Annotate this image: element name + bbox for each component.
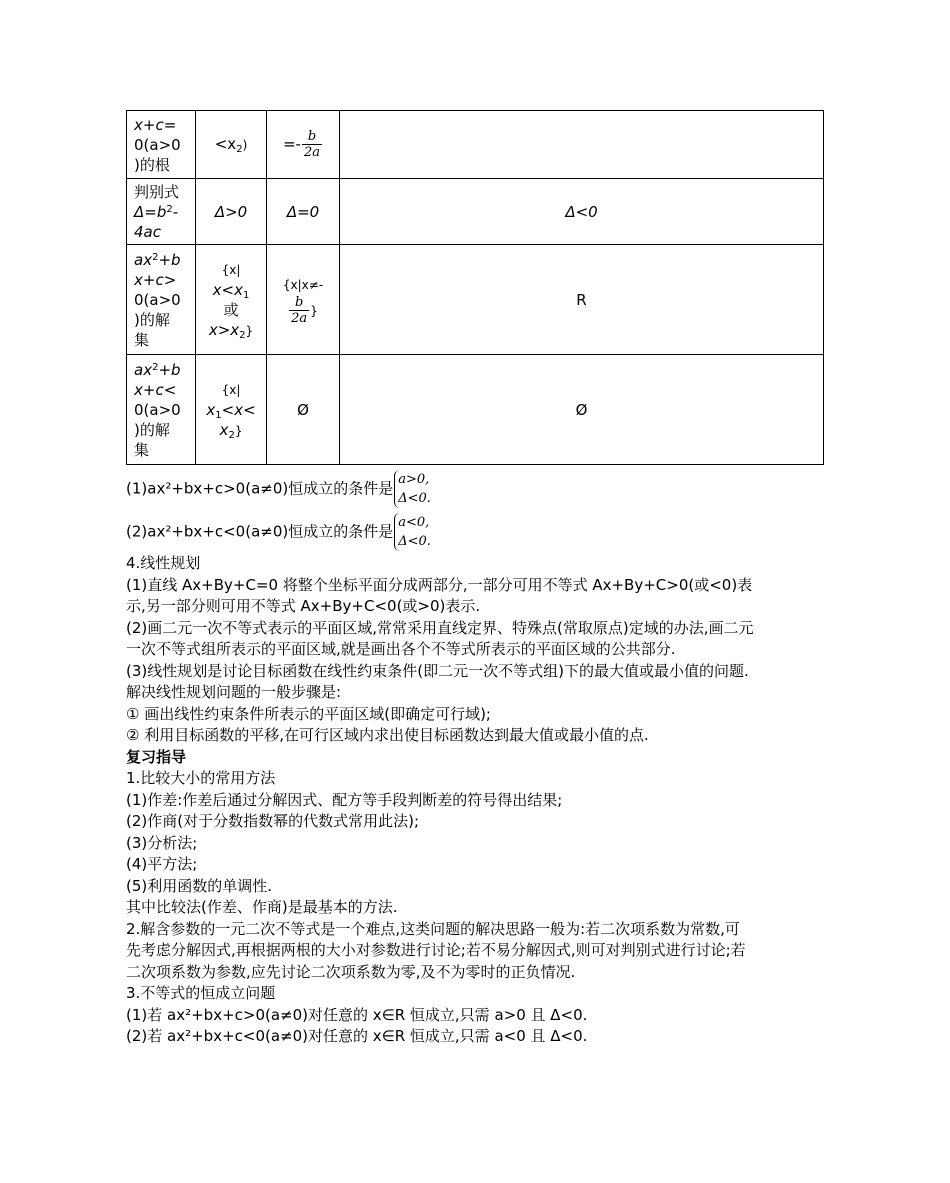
fraction-b-over-2a: $\frac{b}{2a}$: [291, 294, 308, 326]
cell-root-double: =- $\frac{b}{2a}$: [267, 111, 340, 179]
table-row: [127, 355, 824, 465]
list-item: (1)作差:作差后通过分解因式、配方等手段判断差的符号得出结果;: [126, 790, 563, 809]
cell-root-x2: $<x_2$): [196, 111, 267, 179]
section-heading-review-guide: 复习指导: [126, 747, 187, 766]
step-item: ① 画出线性约束条件所表示的平面区域(即确定可行域);: [126, 704, 491, 723]
subsection-heading: 3.不等式的恒成立问题: [126, 984, 276, 1002]
paragraph-line: (3)线性规划是讨论目标函数在线性约束条件(即二元一次不等式组)下的最大值或最小值的问题.: [126, 661, 749, 680]
inequality-table: [126, 110, 824, 465]
cell-lt-solution-no-root: Ø: [340, 355, 824, 465]
brace-system: a<0, Δ<0.: [394, 513, 431, 551]
paragraph-line: (1)直线 Ax+By+C=0 将整个坐标平面分成两部分,一部分可用不等式 Ax+By+C>0(或<0)表: [126, 575, 753, 594]
list-item: (2)若 ax²+bx+c<0(a≠0)对任意的 x∈R 恒成立,只需 a<0 且 Δ<0.: [126, 1027, 588, 1045]
condition-negative: (2)ax²+bx+c<0(a≠0)恒成立的条件是 a<0, Δ<0.: [126, 515, 431, 549]
paragraph-line: 示,另一部分则可用不等式 Ax+By+C<0(或>0)表示.: [126, 597, 481, 615]
paragraph-line: 解决线性规划问题的一般步骤是:: [126, 683, 342, 701]
paragraph-line: (2)画二元一次不等式表示的平面区域,常常采用直线定界、特殊点(常取原点)定域的办法,画二元: [126, 618, 754, 637]
list-item: (1)若 ax²+bx+c>0(a≠0)对任意的 x∈R 恒成立,只需 a>0 且 Δ<0.: [126, 1005, 588, 1024]
list-item: (5)利用函数的单调性.: [126, 876, 273, 895]
fraction-b-over-2a: $\frac{b}{2a}$: [303, 129, 320, 160]
cell-delta-zero: Δ=0: [267, 179, 340, 245]
condition-positive: (1)ax²+bx+c>0(a≠0)恒成立的条件是 a>0, Δ<0.: [126, 472, 431, 506]
subsection-heading: 2.解含参数的一元二次不等式是一个难点,这类问题的解决思路一般为:若二次项系数为常数,可: [126, 919, 740, 938]
cell-gt-solution-label: $ax^2+b$ x+c> 0(a>0 )的解 集: [127, 245, 196, 355]
cell-root-none: [340, 111, 824, 179]
text-body: [126, 553, 826, 1048]
paragraph-line: 一次不等式组所表示的平面区域,就是画出各个不等式所表示的平面区域的公共部分.: [126, 640, 676, 658]
cell-delta-positive: Δ>0: [196, 179, 267, 245]
cell-gt-solution-double-root: {x|x≠- $\frac{b}{2a}$ }: [267, 245, 340, 355]
paragraph-line: 二次项系数为参数,应先讨论二次项系数为零,及不为零时的正负情况.: [126, 962, 576, 981]
brace-system: a>0, Δ<0.: [394, 470, 431, 508]
list-item: (4)平方法;: [126, 855, 198, 873]
cell-lt-solution-label: $ax^2+b$ x+c< 0(a>0 )的解 集: [127, 355, 196, 465]
paragraph-line: 其中比较法(作差、作商)是最基本的方法.: [126, 898, 398, 916]
list-item: (3)分析法;: [126, 833, 198, 852]
subsection-heading: 1.比较大小的常用方法: [126, 769, 276, 787]
paragraph-line: 先考虑分解因式,再根据两根的大小对参数进行讨论;若不易分解因式,则可对判别式进行讨论;若: [126, 941, 746, 959]
cell-delta-negative: Δ<0: [340, 179, 824, 245]
table-row: [127, 111, 824, 179]
cell-discriminant-label: 判别式 $\Delta=b^2-$ 4ac: [127, 179, 196, 245]
cell-gt-solution-two-roots: {x| $x<x_1$ 或 $x>x_2$}: [196, 245, 267, 355]
cell-root-label: x+c= 0(a>0 )的根: [127, 111, 196, 179]
table-row: [127, 179, 824, 245]
cell-gt-solution-no-root: R: [340, 245, 824, 355]
step-item: ② 利用目标函数的平移,在可行区域内求出使目标函数达到最大值或最小值的点.: [126, 726, 649, 744]
section-heading-linear-programming: 4.线性规划: [126, 554, 201, 572]
table-row: [127, 245, 824, 355]
list-item: (2)作商(对于分数指数幂的代数式常用此法);: [126, 812, 420, 830]
cell-lt-solution-two-roots: {x| $x_1<x<$ $x_2$}: [196, 355, 267, 465]
cell-lt-solution-double-root: Ø: [267, 355, 340, 465]
